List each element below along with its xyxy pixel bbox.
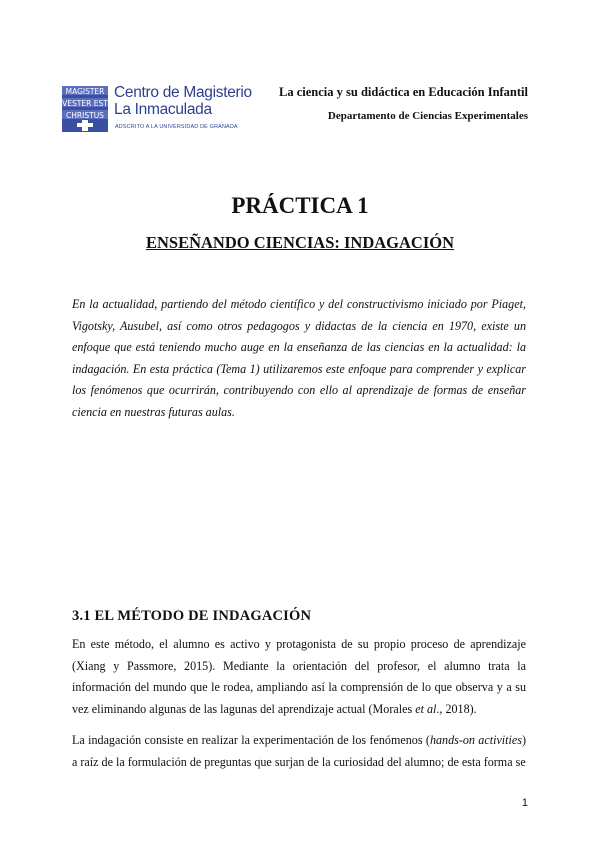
college-name	[114, 84, 252, 118]
page-number: 1	[521, 797, 528, 809]
abstract-paragraph: En la actualidad, partiendo del método científico y del constructivismo iniciado por Piaget, Vigotsky, Ausubel, así como otros pedagogos y didactas de la ciencia en 1970, existe un enfoque que está teniendo mucho auge en la enseñanza de las ciencias en la actualidad: la indagación. En esta práctica (Tema 1) utilizaremos este enfoque para comprender y explicar los fenómenos que ocurrirán, contribuyendo con ello al aprendizaje de formas de enseñar ciencia en nuestras futuras aulas.	[72, 297, 526, 419]
svg-text:MAGISTER: MAGISTER	[65, 87, 105, 96]
citation-et-al: et al	[415, 701, 437, 716]
body-paragraph-2	[72, 730, 526, 773]
college-emblem-icon	[62, 86, 108, 132]
college-affiliation: ADSCRITO A LA UNIVERSIDAD DE GRANADA	[115, 124, 238, 130]
college-name-line1: Centro de Magisterio	[114, 84, 252, 101]
body-paragraph-1	[72, 634, 526, 720]
department-name: Departamento de Ciencias Experimentales	[327, 110, 528, 122]
svg-text:CHRISTUS: CHRISTUS	[66, 111, 104, 120]
college-name-line2: La Inmaculada	[114, 101, 212, 118]
paragraph-text: En este método, el alumno es activo y protagonista de su propio proceso de aprendizaje (Xiang y Passmore, 2015). Mediante la orientación del profesor, el alumno trata la información del mundo que le rodea, ampliando así la comprensión de lo que observa y a su vez eliminando algunas de las lagunas del aprendizaje actual (Morales	[72, 637, 526, 716]
svg-text:VESTER EST: VESTER EST	[62, 99, 108, 108]
hands-on-term: hands-on activities	[429, 733, 522, 747]
paragraph-text: La indagación consiste en realizar la experimentación de los fenómenos (	[72, 733, 430, 747]
page-subtitle: ENSEÑANDO CIENCIAS: INDAGACIÓN	[145, 233, 455, 252]
course-title: La ciencia y su didáctica en Educación Infantil	[279, 85, 528, 99]
page-title: PRÁCTICA 1	[231, 193, 369, 218]
college-logo	[62, 84, 252, 134]
section-heading: 3.1 EL MÉTODO DE INDAGACIÓN	[72, 608, 312, 624]
paragraph-text-end: ) a raíz de la formulación de preguntas que surjan de la curiosidad del alumno; de esta forma se	[72, 733, 526, 769]
paragraph-text-end: ., 2018).	[436, 701, 477, 716]
